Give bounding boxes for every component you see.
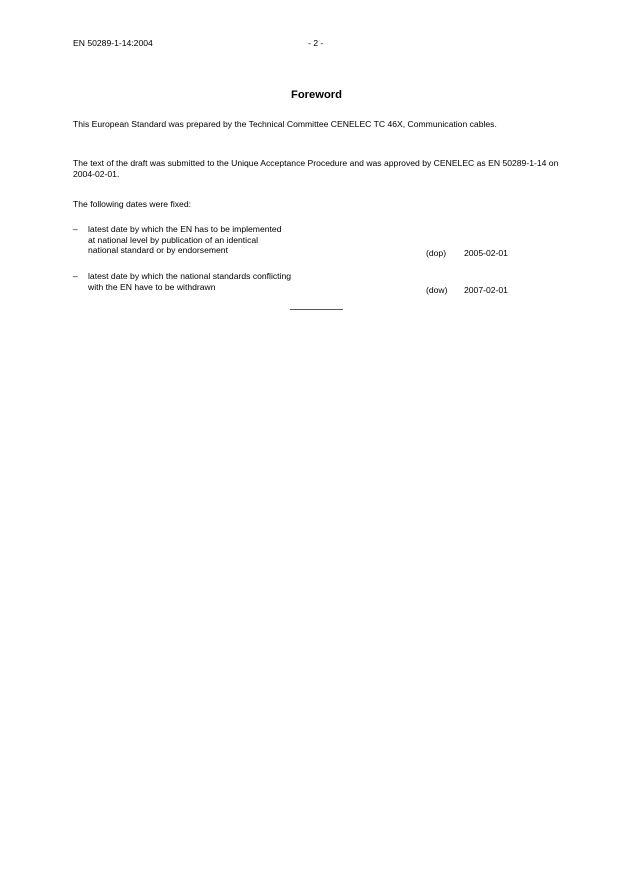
- section-title: Foreword: [291, 89, 342, 101]
- date-item-line: latest date by which the EN has to be implemented: [88, 224, 282, 234]
- list-dash: –: [73, 224, 78, 234]
- date-list-item-dow: [73, 271, 533, 295]
- date-item-description: [88, 271, 291, 292]
- date-code: (dow): [426, 285, 448, 295]
- date-item-line: latest date by which the national standards conflicting: [88, 271, 292, 281]
- date-item-line: at national level by publication of an identical: [88, 234, 259, 245]
- date-item-description: [88, 224, 281, 256]
- date-item-line: with the EN have to be withdrawn: [88, 281, 216, 292]
- date-item-line: national standard or by endorsement: [88, 245, 228, 255]
- date-value: 2005-02-01: [464, 248, 508, 258]
- date-code: (dop): [426, 248, 447, 258]
- foreword-paragraph-2: The text of the draft was submitted to the Unique Acceptance Procedure and was approved by CENELEC as EN 50289-1-14 on 2004-02-01.: [73, 158, 559, 179]
- page-number: - 2 -: [308, 38, 324, 48]
- document-id: EN 50289-1-14:2004: [73, 38, 153, 48]
- date-value: 2007-02-01: [464, 285, 508, 295]
- date-list-item-dop: [73, 224, 533, 258]
- list-dash: –: [73, 271, 78, 281]
- section-end-rule: [290, 309, 343, 310]
- foreword-paragraph-1: This European Standard was prepared by the Technical Committee CENELEC TC 46X, Communication cables.: [73, 119, 497, 129]
- foreword-paragraph-3: The following dates were fixed:: [73, 199, 191, 209]
